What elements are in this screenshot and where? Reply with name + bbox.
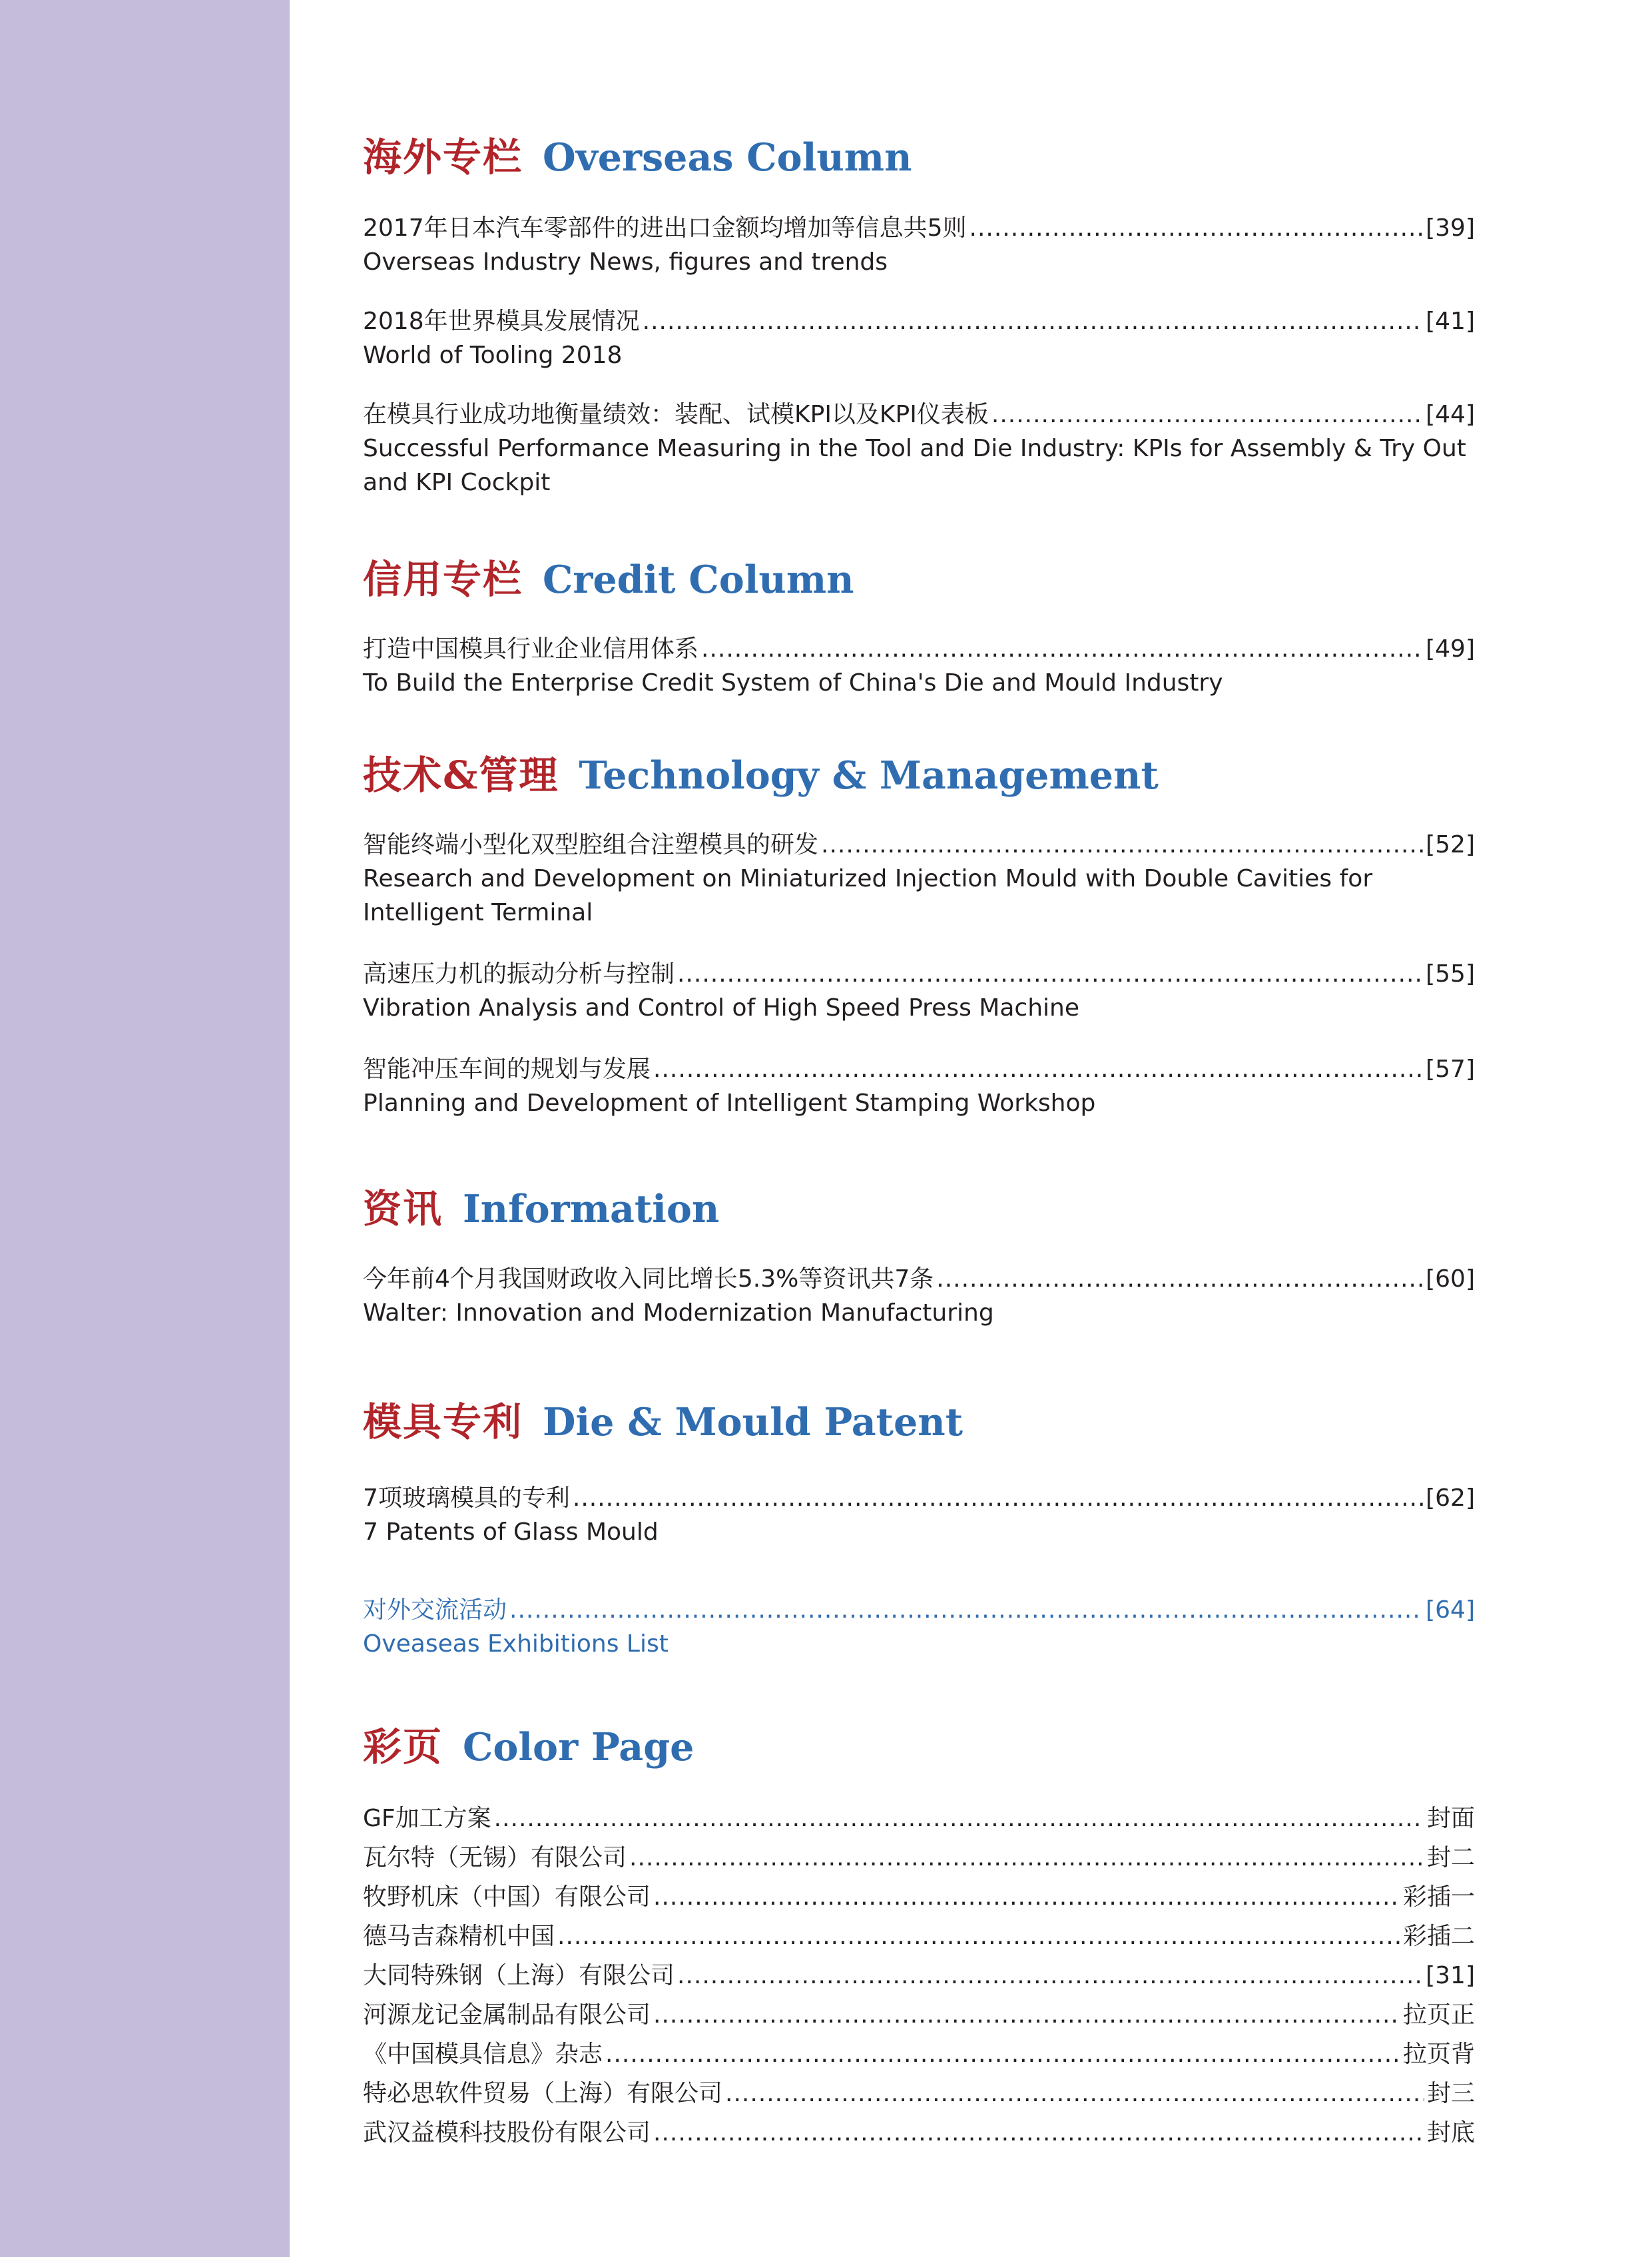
list-item[interactable] xyxy=(363,1799,1475,1838)
section-heading-cn: 海外专栏 xyxy=(363,135,523,180)
page-location: 封面 xyxy=(1426,1805,1475,1832)
leader-dots xyxy=(725,2074,1424,2113)
toc-entry[interactable] xyxy=(363,632,1475,700)
toc-entry[interactable] xyxy=(363,398,1475,499)
list-item[interactable] xyxy=(363,2113,1475,2152)
leader-dots xyxy=(573,1481,1423,1515)
advertiser-name: 大同特殊钢（上海）有限公司 xyxy=(363,1962,675,1989)
leader-dots xyxy=(701,632,1423,666)
toc-entry[interactable] xyxy=(363,304,1475,372)
toc-entry[interactable] xyxy=(363,1262,1475,1330)
page-number: [44] xyxy=(1426,401,1475,428)
page-location: 彩插一 xyxy=(1402,1883,1475,1911)
advertiser-name: 特必思软件贸易（上海）有限公司 xyxy=(363,2080,723,2107)
advertiser-name: 《中国模具信息》杂志 xyxy=(363,2041,603,2068)
entry-title-cn: 高速压力机的振动分析与控制 xyxy=(363,960,675,988)
page-number: [60] xyxy=(1426,1265,1475,1293)
leader-dots xyxy=(629,1838,1424,1877)
page-number: [55] xyxy=(1426,960,1475,988)
entry-title-en: World of Tooling 2018 xyxy=(363,342,623,369)
section-heading-en: Technology & Management xyxy=(579,753,1159,798)
list-item[interactable] xyxy=(363,1877,1475,1917)
section-heading-en: Overseas Column xyxy=(543,135,912,180)
toc-entry[interactable] xyxy=(363,1052,1475,1120)
entry-title-cn: 7项玻璃模具的专利 xyxy=(363,1484,570,1512)
table-of-contents xyxy=(363,0,1475,2257)
advertiser-name: 瓦尔特（无锡）有限公司 xyxy=(363,1844,627,1871)
entry-title-en: Planning and Development of Intelligent Stamping Workshop xyxy=(363,1090,1096,1117)
page-location: 封二 xyxy=(1426,1844,1475,1871)
section-heading-technology xyxy=(363,749,1159,802)
advertiser-name: 武汉益模科技股份有限公司 xyxy=(363,2119,651,2146)
list-item[interactable] xyxy=(363,1956,1475,1995)
section-heading-information xyxy=(363,1182,719,1235)
toc-entry[interactable] xyxy=(363,828,1475,930)
section-heading-cn: 彩页 xyxy=(363,1724,443,1770)
section-heading-en: Color Page xyxy=(463,1725,694,1770)
entry-title-en: Oveaseas Exhibitions List xyxy=(363,1630,669,1658)
leader-dots xyxy=(653,1995,1400,2035)
advertiser-name: 牧野机床（中国）有限公司 xyxy=(363,1883,651,1911)
entry-title-en: Research and Development on Miniaturized Injection Mould with Double Cavities for xyxy=(363,865,1373,892)
color-page-list xyxy=(363,1799,1475,2152)
toc-entry-exhibitions[interactable] xyxy=(363,1593,1475,1661)
toc-entry[interactable] xyxy=(363,1481,1475,1549)
section-heading-overseas xyxy=(363,131,912,184)
leader-dots xyxy=(653,2113,1424,2152)
entry-title-en: 7 Patents of Glass Mould xyxy=(363,1518,659,1546)
leader-dots xyxy=(557,1917,1400,1956)
advertiser-name: 德马吉森精机中国 xyxy=(363,1923,555,1950)
page-number: [62] xyxy=(1426,1484,1475,1512)
entry-title-en: To Build the Enterprise Credit System of China's Die and Mould Industry xyxy=(363,669,1223,697)
page-location: 彩插二 xyxy=(1402,1923,1475,1950)
section-heading-credit xyxy=(363,553,854,606)
entry-title-cn: 2017年日本汽车零部件的进出口金额均增加等信息共5则 xyxy=(363,214,967,242)
list-item[interactable] xyxy=(363,1995,1475,2035)
section-heading-cn: 信用专栏 xyxy=(363,557,523,602)
section-heading-cn: 技术&管理 xyxy=(363,753,559,798)
toc-entry[interactable] xyxy=(363,211,1475,279)
leader-dots xyxy=(653,1877,1400,1917)
entry-title-cn: 打造中国模具行业企业信用体系 xyxy=(363,635,699,663)
entry-title-en: Vibration Analysis and Control of High Speed Press Machine xyxy=(363,994,1079,1022)
entry-title-en: Overseas Industry News, figures and trends xyxy=(363,248,888,276)
entry-title-cn: 对外交流活动 xyxy=(363,1596,507,1624)
entry-title-en: Walter: Innovation and Modernization Manufacturing xyxy=(363,1299,994,1327)
leader-dots xyxy=(653,1052,1423,1086)
section-heading-color-page xyxy=(363,1720,694,1773)
section-heading-en: Credit Column xyxy=(543,557,854,602)
leader-dots xyxy=(821,828,1423,862)
page-location: 拉页背 xyxy=(1402,2041,1475,2068)
list-item[interactable] xyxy=(363,2074,1475,2113)
page-number: [49] xyxy=(1426,635,1475,663)
entry-title-en: Intelligent Terminal xyxy=(363,899,593,926)
leader-dots xyxy=(936,1262,1423,1296)
section-heading-patent xyxy=(363,1395,963,1449)
page-number: [64] xyxy=(1426,1596,1475,1624)
advertiser-name: 河源龙记金属制品有限公司 xyxy=(363,2001,651,2029)
page-location: 封底 xyxy=(1426,2119,1475,2146)
page-number: [52] xyxy=(1426,831,1475,858)
list-item[interactable] xyxy=(363,1838,1475,1877)
entry-title-en: Successful Performance Measuring in the Tool and Die Industry: KPIs for Assembly & Try Out xyxy=(363,435,1466,462)
section-heading-en: Die & Mould Patent xyxy=(543,1400,964,1445)
page-location: 拉页正 xyxy=(1402,2001,1475,2029)
page-number: [57] xyxy=(1426,1056,1475,1083)
list-item[interactable] xyxy=(363,2035,1475,2074)
toc-entry[interactable] xyxy=(363,957,1475,1025)
page-number: [39] xyxy=(1426,214,1475,242)
leader-dots xyxy=(494,1799,1424,1838)
leader-dots xyxy=(509,1593,1423,1627)
entry-title-cn: 今年前4个月我国财政收入同比增长5.3%等资讯共7条 xyxy=(363,1265,934,1293)
leader-dots xyxy=(677,957,1423,991)
section-heading-cn: 资讯 xyxy=(363,1186,443,1231)
leader-dots xyxy=(605,2035,1400,2074)
page-number: [41] xyxy=(1426,308,1475,335)
section-heading-cn: 模具专利 xyxy=(363,1399,523,1445)
advertiser-name: GF加工方案 xyxy=(363,1805,491,1832)
leader-dots xyxy=(991,398,1423,432)
entry-title-cn: 智能终端小型化双型腔组合注塑模具的研发 xyxy=(363,831,819,858)
list-item[interactable] xyxy=(363,1917,1475,1956)
page-location: 封三 xyxy=(1426,2080,1475,2107)
left-sidebar-band xyxy=(0,0,290,2257)
leader-dots xyxy=(643,304,1423,338)
entry-title-cn: 2018年世界模具发展情况 xyxy=(363,308,640,335)
page-location: [31] xyxy=(1426,1962,1475,1989)
leader-dots xyxy=(677,1956,1423,1995)
entry-title-cn: 智能冲压车间的规划与发展 xyxy=(363,1056,651,1083)
section-heading-en: Information xyxy=(463,1187,720,1231)
entry-title-cn: 在模具行业成功地衡量绩效：装配、试模KPI以及KPI仪表板 xyxy=(363,401,989,428)
leader-dots xyxy=(969,211,1424,245)
entry-title-en: and KPI Cockpit xyxy=(363,469,551,496)
